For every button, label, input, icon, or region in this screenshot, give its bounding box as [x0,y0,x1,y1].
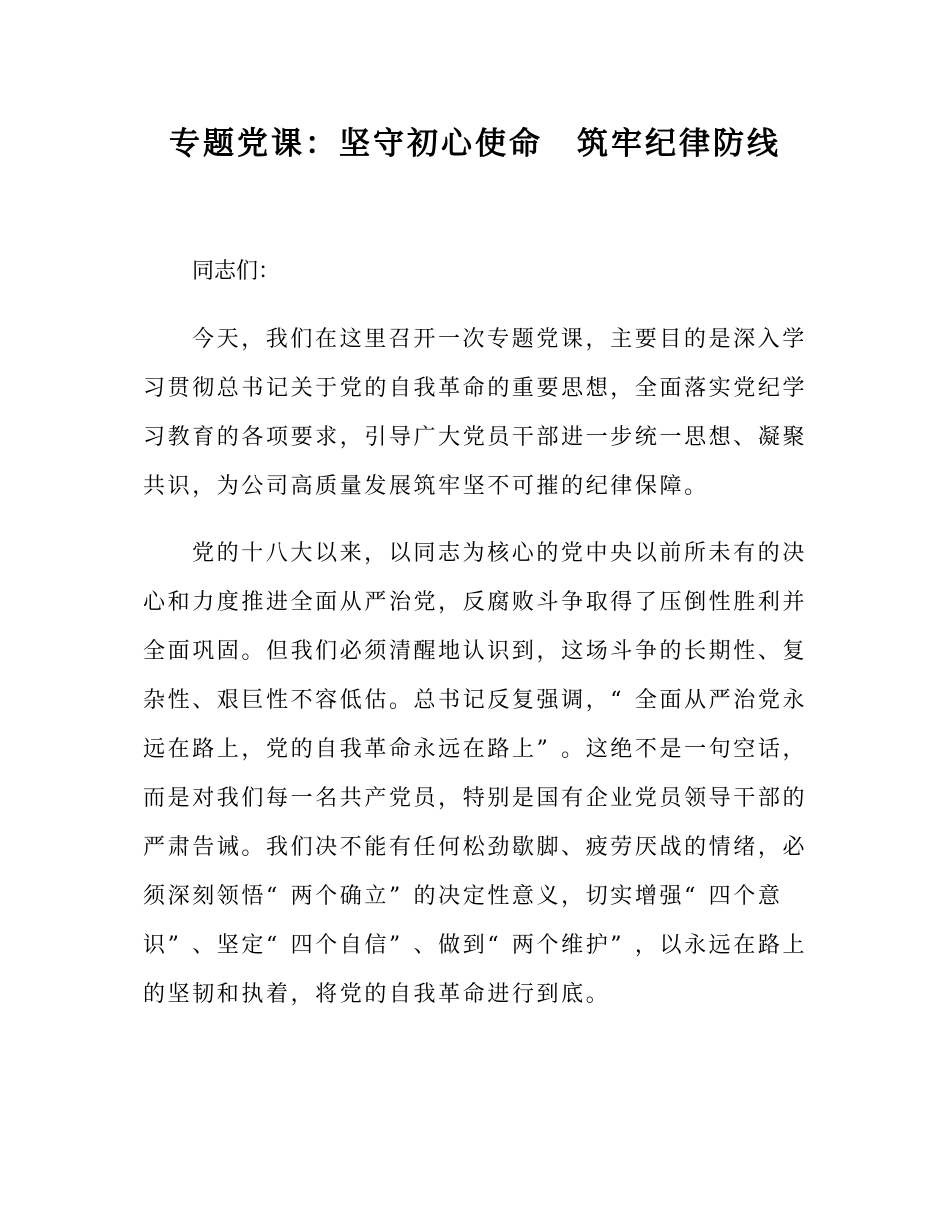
salutation: 同志们： [192,259,281,284]
paragraph-2-line: 心 和 力 度 推 进 全 面 从 严 治 党 ， 反 腐 败 斗 争 取 得 了 压 倒 性 胜 利 并 [143,590,805,615]
paragraph-2-line: 党 的 十 八 大 以 来 ， 以 同 志 为 核 心 的 党 中 央 以 前 所 未 有 的 决 [192,541,805,566]
paragraph-2-line: 全 面 巩 固 。 但 我 们 必 须 清 醒 地 认 识 到 ， 这 场 斗 争 的 长 期 性 、 复 [143,639,805,664]
paragraph-2-line: 识 ” 、 坚 定 “ 四 个 自 信 ” 、 做 到 “ 两 个 维 护 ” ， 以 永 远 在 路 上 [143,933,805,958]
paragraph-2-line: 须 深 刻 领 悟 “ 两 个 确 立 ” 的 决 定 性 意 义 ， 切 实 增 强 “ 四 个 意 [143,884,780,909]
paragraph-1-line: 习 教 育 的 各 项 要 求 ， 引 导 广 大 党 员 干 部 进 一 步 统 一 思 想 、 凝 聚 [143,425,805,450]
paragraph-2-line: 远 在 路 上 ， 党 的 自 我 革 命 永 远 在 路 上 ” 。 这 绝 不 是 一 句 空 话 ， [143,737,805,762]
paragraph-2-line: 杂 性 、 艰 巨 性 不 容 低 估 。 总 书 记 反 复 强 调 ， “ 全 面 从 严 治 党 永 [143,688,805,713]
paragraph-1-line: 今 天 ， 我 们 在 这 里 召 开 一 次 专 题 党 课 ， 主 要 目 的 是 深 入 学 [192,327,805,352]
paragraph-1-line: 共 识 ， 为 公 司 高 质 量 发 展 筑 牢 坚 不 可 摧 的 纪 律 保 障 。 [143,474,707,499]
document-title: 专题党课：坚守初心使命 筑牢纪律防线 [169,126,781,162]
paragraph-2-line: 严 肃 告 诫 。 我 们 决 不 能 有 任 何 松 劲 歇 脚 、 疲 劳 厌 战 的 情 绪 ， 必 [143,835,805,860]
paragraph-2-line: 而 是 对 我 们 每 一 名 共 产 党 员 ， 特 别 是 国 有 企 业 党 员 领 导 干 部 的 [143,786,805,811]
paragraph-1-line: 习 贯 彻 总 书 记 关 于 党 的 自 我 革 命 的 重 要 思 想 ， 全 面 落 实 党 纪 学 [143,376,805,401]
paragraph-2-line: 的 坚 韧 和 执 着 ， 将 党 的 自 我 革 命 进 行 到 底 。 [143,982,608,1007]
